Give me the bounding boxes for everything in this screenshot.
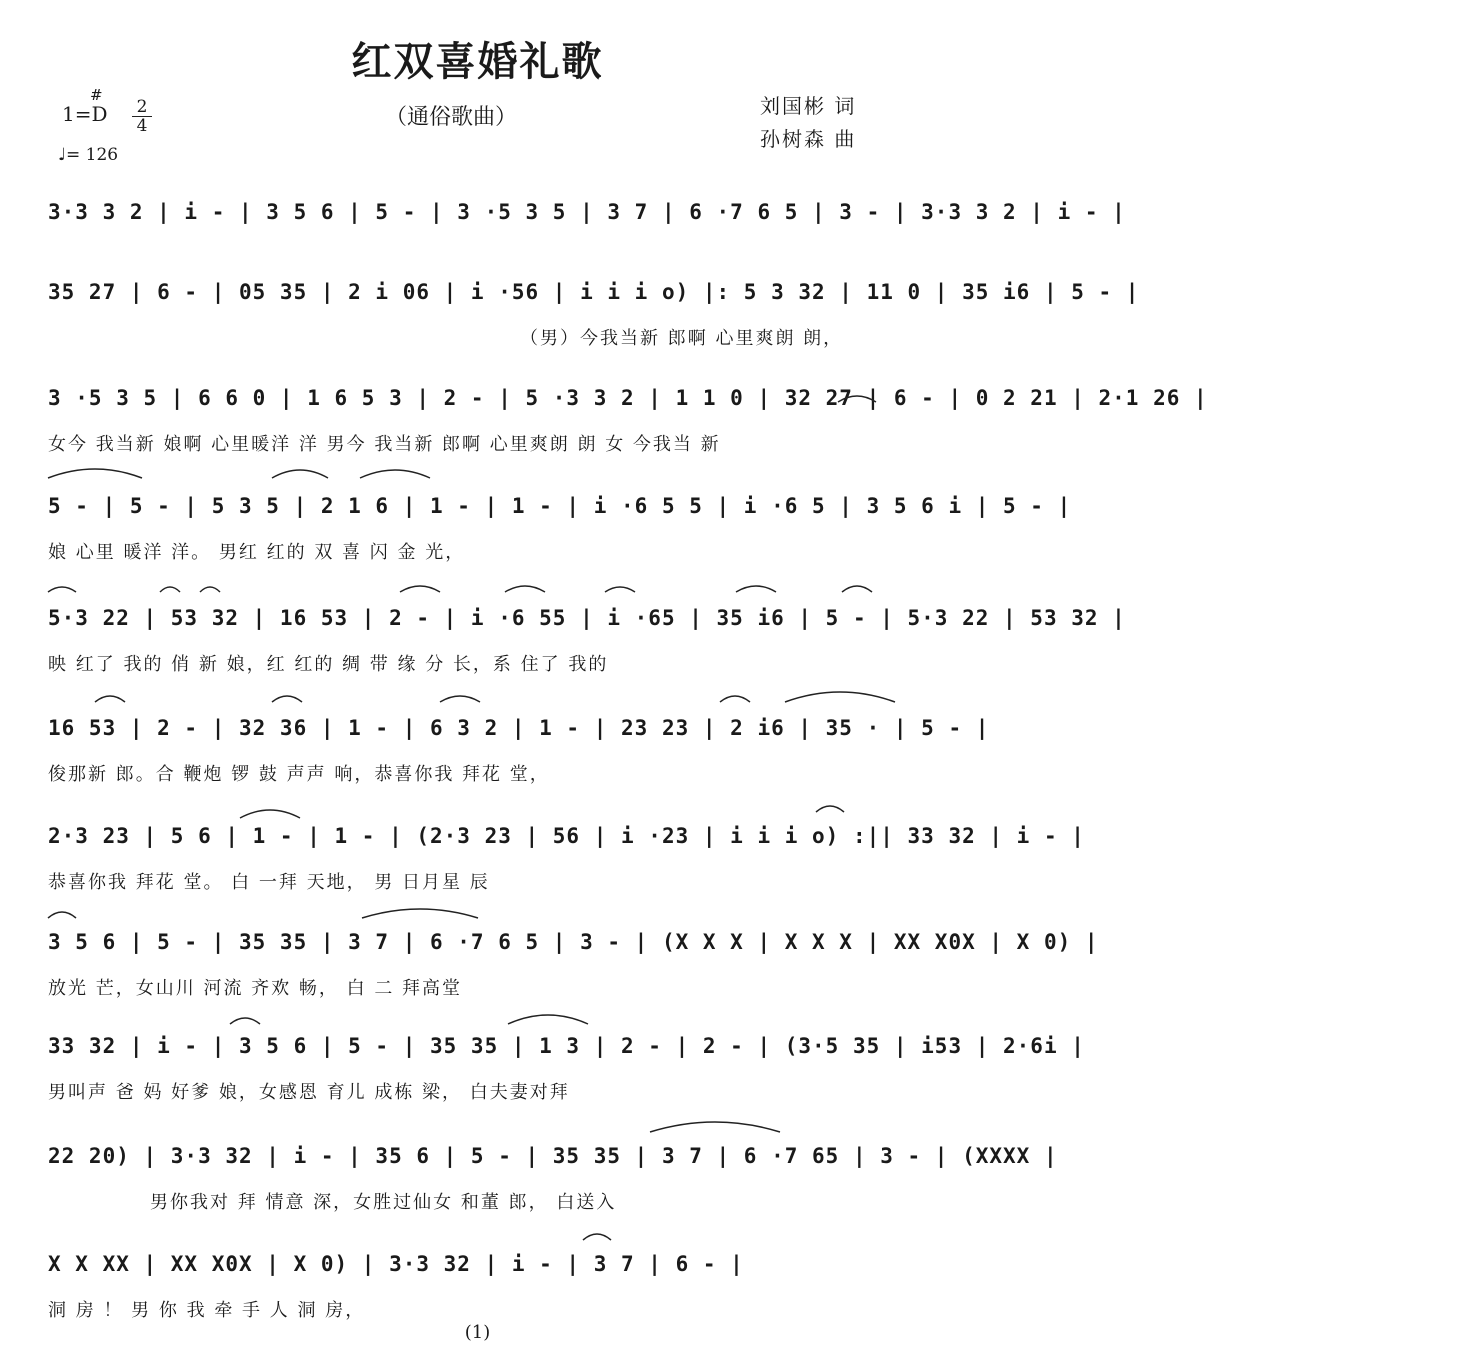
slur xyxy=(272,470,328,478)
slur xyxy=(842,586,872,592)
slur xyxy=(400,586,440,592)
slur xyxy=(720,696,750,702)
lyric-line: 俊那新 郎。合 鞭炮 锣 鼓 声声 响，恭喜你我 拜花 堂， xyxy=(48,764,550,785)
page-number: (1) xyxy=(464,1322,491,1343)
slur xyxy=(583,1234,611,1240)
notation-line: 5·3 22 | 53 32 | 16 53 | 2 - | i ·6 55 | i ·65 | 35 i6 | 5 - | 5·3 22 | 53 32 | xyxy=(48,606,1126,630)
slur xyxy=(95,696,125,702)
lyric-line: 洞 房 ！ 男 你 我 牵 手 人 洞 房， xyxy=(48,1300,366,1321)
slur xyxy=(200,587,220,592)
lyric-line: 女今 我当新 娘啊 心里暖洋 洋 男今 我当新 郎啊 心里爽朗 朗 女 今我当 新 xyxy=(48,434,721,455)
time-bottom: 4 xyxy=(136,116,148,136)
slur xyxy=(362,909,478,918)
slur xyxy=(650,1122,780,1132)
lyric-line: 男你我对 拜 情意 深，女胜过仙女 和董 郎， 白送入 xyxy=(150,1192,617,1213)
lyric-line: 娘 心里 暖洋 洋。 男红 红的 双 喜 闪 金 光， xyxy=(48,542,466,563)
song-title: 红双喜婚礼歌 xyxy=(351,38,604,85)
lyricist-credit: 刘国彬 词 xyxy=(760,94,857,118)
lyric-line: 放光 芒，女山川 河流 齐欢 畅， 白 二 拜高堂 xyxy=(48,978,463,999)
key-signature xyxy=(62,86,108,126)
notation-line: 3 ·5 3 5 | 6 6 0 | 1 6 5 3 | 2 - | 5 ·3 3 2 | 1 1 0 | 32 27 | 6 - | 0 2 21 | 2·1 26 | xyxy=(48,386,1208,410)
slur xyxy=(48,469,142,478)
time-top: 2 xyxy=(132,98,152,117)
notation-line: 16 53 | 2 - | 32 36 | 1 - | 6 3 2 | 1 - | 23 23 | 2 i6 | 35 · | 5 - | xyxy=(48,716,990,740)
notation-line: 2·3 23 | 5 6 | 1 - | 1 - | (2·3 23 | 56 | i ·23 | i i i o) :|| 33 32 | i - | xyxy=(48,824,1085,848)
slur xyxy=(360,470,430,478)
song-subtitle: （通俗歌曲） xyxy=(385,105,518,130)
tempo-marking: ♩= 126 xyxy=(58,145,119,165)
notation-line: 33 32 | i - | 3 5 6 | 5 - | 35 35 | 1 3 | 2 - | 2 - | (3·5 35 | i53 | 2·6i | xyxy=(48,1034,1085,1058)
sharp-symbol: # xyxy=(90,86,103,104)
notation-line: 3·3 3 2 | i - | 3 5 6 | 5 - | 3 ·5 3 5 | 3 7 | 6 ·7 6 5 | 3 - | 3·3 3 2 | i - | xyxy=(48,200,1126,224)
slur xyxy=(736,586,776,592)
notation-line: 22 20) | 3·3 32 | i - | 35 6 | 5 - | 35 35 | 3 7 | 6 ·7 65 | 3 - | (XXXX | xyxy=(48,1144,1058,1168)
slur xyxy=(160,587,180,592)
slur xyxy=(272,696,302,702)
lyric-line: （男）今我当新 郎啊 心里爽朗 朗， xyxy=(520,328,844,349)
key-label: 1=D xyxy=(62,102,108,126)
notation-line: X X XX | XX X0X | X 0) | 3·3 32 | i - | 3 7 | 6 - | xyxy=(48,1252,744,1276)
slur xyxy=(240,810,300,818)
composer-credit: 孙树森 曲 xyxy=(760,127,857,151)
notation-line: 35 27 | 6 - | 05 35 | 2 i 06 | i ·56 | i i i o) |: 5 3 32 | 11 0 | 35 i6 | 5 - | xyxy=(48,280,1140,304)
lyric-line: 恭喜你我 拜花 堂。 白 一拜 天地， 男 日月星 辰 xyxy=(48,872,490,893)
notation-line: 5 - | 5 - | 5 3 5 | 2 1 6 | 1 - | 1 - | i ·6 5 5 | i ·6 5 | 3 5 6 i | 5 - | xyxy=(48,494,1072,518)
slur xyxy=(230,1018,260,1024)
slur xyxy=(48,912,76,918)
slur xyxy=(816,806,844,812)
lyric-line: 映 红了 我的 俏 新 娘，红 红的 绸 带 缘 分 长，系 住了 我的 xyxy=(48,654,609,675)
notation-line: 3 5 6 | 5 - | 35 35 | 3 7 | 6 ·7 6 5 | 3 - | (X X X | X X X | XX X0X | X 0) | xyxy=(48,930,1099,954)
slur xyxy=(605,587,635,592)
slur xyxy=(785,692,895,702)
slur xyxy=(508,1015,588,1024)
slur xyxy=(48,587,76,592)
time-signature xyxy=(132,98,152,135)
slur xyxy=(505,586,545,592)
lyric-line: 男叫声 爸 妈 好爹 娘，女感恩 育儿 成栋 梁， 白夫妻对拜 xyxy=(48,1082,570,1103)
slur xyxy=(440,696,480,702)
